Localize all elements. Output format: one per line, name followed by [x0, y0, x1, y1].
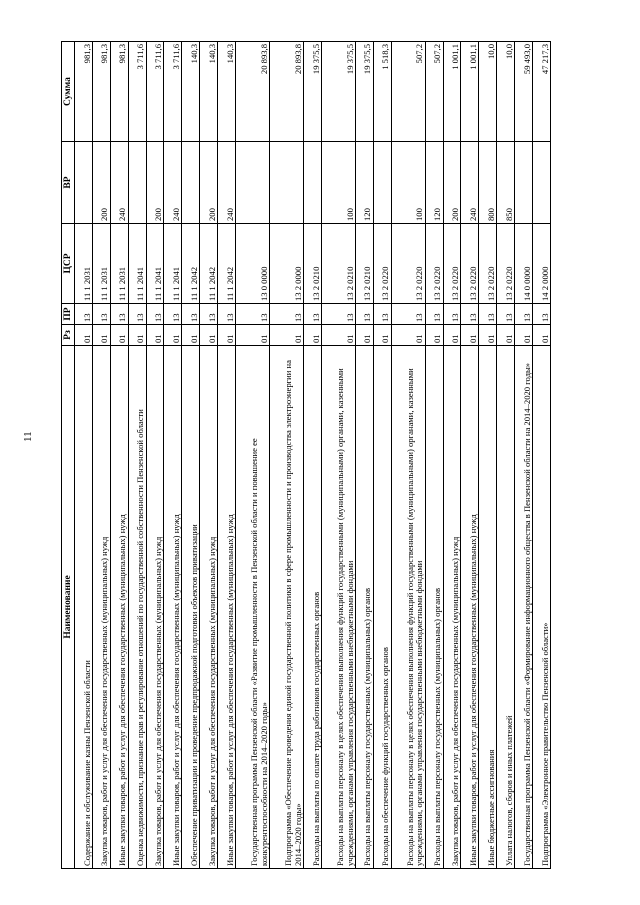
- cell-pr: 13: [110, 304, 128, 325]
- cell-csr: 11 1 2042: [218, 224, 236, 304]
- cell-sum: 507,2: [425, 42, 443, 142]
- cell-pr: 13: [391, 304, 425, 325]
- cell-sum: 20 893,8: [269, 42, 303, 142]
- cell-csr: 13 2 0220: [461, 224, 479, 304]
- cell-rz: 01: [425, 325, 443, 346]
- cell-pr: 13: [75, 304, 93, 325]
- cell-rz: 01: [355, 325, 373, 346]
- cell-csr: 14 2 0000: [532, 224, 550, 304]
- cell-pr: 13: [532, 304, 550, 325]
- cell-rz: 01: [269, 325, 303, 346]
- cell-vr: 120: [425, 142, 443, 224]
- cell-rz: 01: [443, 325, 461, 346]
- cell-csr: 13 2 0220: [497, 224, 515, 304]
- cell-vr: [303, 142, 321, 224]
- cell-name: Расходы на выплаты по оплате труда работников государственных органов: [303, 346, 321, 869]
- header-rz: Рз: [62, 325, 75, 346]
- table-row: [182, 42, 200, 869]
- cell-rz: 01: [164, 325, 182, 346]
- budget-table: [61, 41, 551, 869]
- cell-rz: 01: [146, 325, 164, 346]
- cell-vr: 800: [479, 142, 497, 224]
- cell-sum: 3 711,6: [146, 42, 164, 142]
- cell-rz: 01: [532, 325, 550, 346]
- cell-pr: 13: [218, 304, 236, 325]
- table-row: [355, 42, 373, 869]
- cell-pr: 13: [128, 304, 146, 325]
- cell-pr: 13: [182, 304, 200, 325]
- cell-name: Иные бюджетные ассигнования: [479, 346, 497, 869]
- table-row: [479, 42, 497, 869]
- cell-csr: 11 1 2041: [128, 224, 146, 304]
- table-row: [269, 42, 303, 869]
- cell-pr: 13: [515, 304, 533, 325]
- table-row: [461, 42, 479, 869]
- cell-vr: [128, 142, 146, 224]
- header-csr: ЦСР: [62, 224, 75, 304]
- cell-pr: 13: [443, 304, 461, 325]
- cell-name: Оценка недвижимости, признание прав и регулирование отношений по государственной собственности Пензенской области: [128, 346, 146, 869]
- table-row: [391, 42, 425, 869]
- table-header-row: [62, 42, 75, 869]
- cell-pr: 13: [235, 304, 269, 325]
- cell-sum: 981,3: [110, 42, 128, 142]
- table-row: [218, 42, 236, 869]
- cell-rz: 01: [92, 325, 110, 346]
- cell-sum: 1 518,3: [373, 42, 391, 142]
- table-row: [532, 42, 550, 869]
- cell-csr: 11 1 2031: [75, 224, 93, 304]
- cell-sum: 140,3: [200, 42, 218, 142]
- cell-name: Содержание и обслуживание казны Пензенской области: [75, 346, 93, 869]
- cell-pr: 13: [303, 304, 321, 325]
- cell-pr: 13: [497, 304, 515, 325]
- cell-vr: 200: [146, 142, 164, 224]
- header-sum: Сумма: [62, 42, 75, 142]
- cell-sum: 1 001,1: [461, 42, 479, 142]
- cell-sum: 10,0: [497, 42, 515, 142]
- cell-pr: 13: [269, 304, 303, 325]
- table-row: [164, 42, 182, 869]
- table-row: [443, 42, 461, 869]
- cell-name: Иные закупки товаров, работ и услуг для обеспечения государственных (муниципальных) нужд: [164, 346, 182, 869]
- cell-csr: 13 2 0220: [373, 224, 391, 304]
- cell-vr: 100: [321, 142, 355, 224]
- cell-vr: [269, 142, 303, 224]
- cell-name: Государственная программа Пензенской области «Развитие промышленности в Пензенской области и повышение ее конкурентоспособности на 2014–2020 годы»: [235, 346, 269, 869]
- table-row: [235, 42, 269, 869]
- cell-rz: 01: [515, 325, 533, 346]
- cell-name: Закупка товаров, работ и услуг для обеспечения государственных (муниципальных) нужд: [443, 346, 461, 869]
- cell-sum: 507,2: [391, 42, 425, 142]
- cell-vr: 200: [443, 142, 461, 224]
- cell-csr: 13 2 0220: [391, 224, 425, 304]
- header-pr: ПР: [62, 304, 75, 325]
- table-row: [128, 42, 146, 869]
- cell-name: Иные закупки товаров, работ и услуг для обеспечения государственных (муниципальных) нужд: [110, 346, 128, 869]
- table-body: [75, 42, 551, 869]
- cell-vr: 200: [92, 142, 110, 224]
- cell-csr: 13 0 0000: [235, 224, 269, 304]
- cell-rz: 01: [479, 325, 497, 346]
- budget-table-container: [61, 42, 551, 869]
- table-row: [92, 42, 110, 869]
- cell-name: Уплата налогов, сборов и иных платежей: [497, 346, 515, 869]
- cell-sum: 47 217,3: [532, 42, 550, 142]
- cell-sum: 3 711,6: [164, 42, 182, 142]
- cell-rz: 01: [461, 325, 479, 346]
- cell-pr: 13: [373, 304, 391, 325]
- cell-vr: 240: [110, 142, 128, 224]
- cell-name: Закупка товаров, работ и услуг для обеспечения государственных (муниципальных) нужд: [146, 346, 164, 869]
- cell-csr: 13 2 0210: [303, 224, 321, 304]
- cell-name: Иные закупки товаров, работ и услуг для обеспечения государственных (муниципальных) нужд: [461, 346, 479, 869]
- cell-pr: 13: [321, 304, 355, 325]
- cell-csr: 13 2 0220: [479, 224, 497, 304]
- cell-sum: 10,0: [479, 42, 497, 142]
- cell-sum: 59 493,0: [515, 42, 533, 142]
- cell-csr: 13 2 0210: [355, 224, 373, 304]
- cell-vr: 240: [461, 142, 479, 224]
- cell-sum: 140,3: [218, 42, 236, 142]
- cell-name: Расходы на выплаты персоналу государственных (муниципальных) органов: [425, 346, 443, 869]
- cell-csr: 13 2 0000: [269, 224, 303, 304]
- cell-sum: 981,3: [92, 42, 110, 142]
- cell-name: Расходы на выплаты персоналу в целях обеспечения выполнения функций государственными (муниципальными) органами, казенными учреждениями, органами управления государственными внебюджетными фондами: [391, 346, 425, 869]
- cell-rz: 01: [218, 325, 236, 346]
- cell-pr: 13: [146, 304, 164, 325]
- cell-sum: 981,3: [75, 42, 93, 142]
- cell-name: Расходы на выплаты персоналу государственных (муниципальных) органов: [355, 346, 373, 869]
- cell-csr: 11 1 2042: [182, 224, 200, 304]
- cell-csr: 11 1 2042: [200, 224, 218, 304]
- table-row: [303, 42, 321, 869]
- cell-sum: 140,3: [182, 42, 200, 142]
- page-number: 11: [22, 431, 34, 442]
- table-row: [146, 42, 164, 869]
- cell-rz: 01: [497, 325, 515, 346]
- cell-name: Подпрограмма «Обеспечение проведения единой государственной политики в сфере промышленности и производства электроэнергии на 2014–2020 годы»: [269, 346, 303, 869]
- cell-vr: [235, 142, 269, 224]
- cell-vr: 240: [164, 142, 182, 224]
- cell-pr: 13: [200, 304, 218, 325]
- cell-rz: 01: [321, 325, 355, 346]
- cell-csr: 13 2 0220: [443, 224, 461, 304]
- cell-vr: 120: [355, 142, 373, 224]
- cell-rz: 01: [182, 325, 200, 346]
- cell-name: Иные закупки товаров, работ и услуг для обеспечения государственных (муниципальных) нужд: [218, 346, 236, 869]
- cell-vr: 100: [391, 142, 425, 224]
- table-row: [110, 42, 128, 869]
- cell-vr: 850: [497, 142, 515, 224]
- table-row: [200, 42, 218, 869]
- cell-rz: 01: [391, 325, 425, 346]
- cell-name: Расходы на выплаты персоналу в целях обеспечения выполнения функций государственными (муниципальными) органами, казенными учреждениями, органами управления государственными внебюджетными фондами: [321, 346, 355, 869]
- cell-rz: 01: [303, 325, 321, 346]
- cell-csr: 11 1 2031: [92, 224, 110, 304]
- cell-csr: 13 2 0220: [425, 224, 443, 304]
- table-row: [373, 42, 391, 869]
- header-vr: ВР: [62, 142, 75, 224]
- cell-name: Подпрограмма «Электронное правительство Пензенской области»: [532, 346, 550, 869]
- cell-pr: 13: [479, 304, 497, 325]
- cell-sum: 19 375,5: [303, 42, 321, 142]
- table-row: [75, 42, 93, 869]
- cell-vr: 240: [218, 142, 236, 224]
- cell-name: Обеспечение приватизации и проведение предпродажной подготовки объектов приватизации: [182, 346, 200, 869]
- cell-csr: 14 0 0000: [515, 224, 533, 304]
- cell-rz: 01: [128, 325, 146, 346]
- cell-rz: 01: [373, 325, 391, 346]
- table-row: [321, 42, 355, 869]
- cell-name: Закупка товаров, работ и услуг для обеспечения государственных (муниципальных) нужд: [92, 346, 110, 869]
- cell-name: Расходы на обеспечение функций государственных органов: [373, 346, 391, 869]
- cell-pr: 13: [355, 304, 373, 325]
- cell-rz: 01: [200, 325, 218, 346]
- table-row: [425, 42, 443, 869]
- cell-vr: [515, 142, 533, 224]
- cell-vr: [182, 142, 200, 224]
- header-name: Наименование: [62, 346, 75, 869]
- cell-vr: [75, 142, 93, 224]
- cell-csr: 11 1 2031: [110, 224, 128, 304]
- cell-pr: 13: [92, 304, 110, 325]
- cell-pr: 13: [461, 304, 479, 325]
- cell-csr: 13 2 0210: [321, 224, 355, 304]
- cell-pr: 13: [164, 304, 182, 325]
- cell-sum: 1 001,1: [443, 42, 461, 142]
- cell-vr: 200: [200, 142, 218, 224]
- cell-csr: 11 1 2041: [164, 224, 182, 304]
- cell-rz: 01: [235, 325, 269, 346]
- cell-sum: 20 893,8: [235, 42, 269, 142]
- cell-rz: 01: [110, 325, 128, 346]
- cell-sum: 19 375,5: [355, 42, 373, 142]
- cell-sum: 19 375,5: [321, 42, 355, 142]
- table-row: [497, 42, 515, 869]
- cell-vr: [373, 142, 391, 224]
- cell-pr: 13: [425, 304, 443, 325]
- cell-vr: [532, 142, 550, 224]
- cell-rz: 01: [75, 325, 93, 346]
- cell-sum: 3 711,6: [128, 42, 146, 142]
- table-row: [515, 42, 533, 869]
- cell-csr: 11 1 2041: [146, 224, 164, 304]
- cell-name: Закупка товаров, работ и услуг для обеспечения государственных (муниципальных) нужд: [200, 346, 218, 869]
- cell-name: Государственная программа Пензенской области «Формирование информационного общества в Пензенской области на 2014–2020 годы»: [515, 346, 533, 869]
